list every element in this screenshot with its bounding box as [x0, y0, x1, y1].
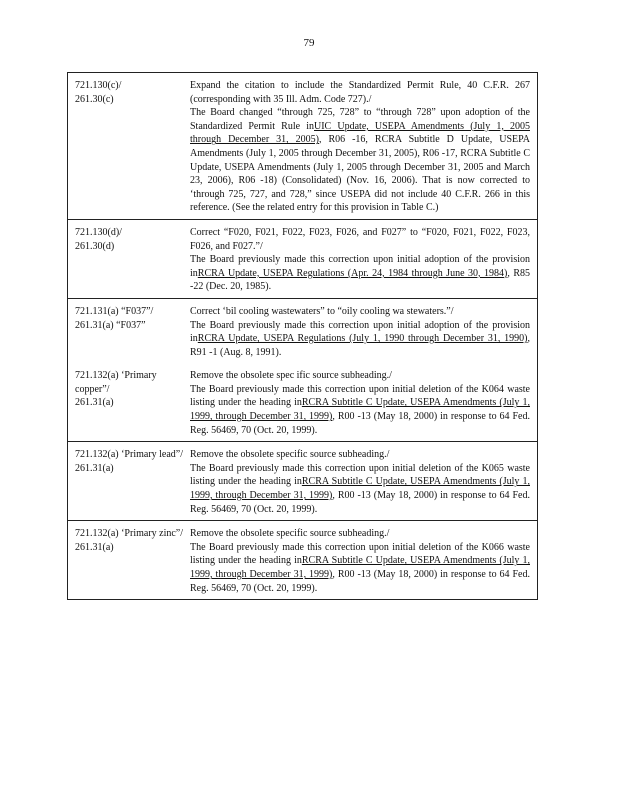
correction-text: The Board changed “through 725, 728” to “through 728” upon adoption of the Standardized Permit Rule in [190, 107, 530, 132]
correction-text: The Board previously made this correction upon initial deletion of the K065 waste listing under the heading in [190, 462, 530, 488]
correction-text: , R06 -18) (Consolidated) (Nov. 16, 2006). That is now corrected to ‘through 725, 727, and 728,” since USEPA did not include 40 C.F.R. 266 in this reference. (See the related entry for this provision in Table C.) [190, 175, 530, 214]
correction-description [185, 363, 537, 441]
correction-text: , R91 -1 (Aug. 8, 1991). [190, 333, 530, 358]
section-reference [68, 299, 185, 363]
correction-text: , R00 -13 (May 18, 2000) in response to 64 Fed. Reg. 56469, 70 (Oct. 20, 1999). [190, 490, 530, 515]
correction-lead: Correct “F020, F021, F022, F023, F026, and F027” to “F020, F021, F022, F023, F026, and F027.”/ [190, 226, 530, 252]
correction-description [185, 220, 537, 298]
page-number: 79 [303, 37, 315, 49]
citation-link: RCRA Subtitle C Update, USEPA Amendments (July 1, 1999, through December 31, 1999) [190, 555, 530, 580]
correction-description [185, 73, 537, 219]
correction-text: , R85 -22 (Dec. 20, 1985). [190, 267, 531, 293]
table-row [68, 298, 537, 441]
correction-description [185, 299, 537, 363]
correction-lead: Correct ‘bil cooling wastewaters” to “oily cooling wa stewaters.”/ [190, 305, 454, 317]
table-subrow [68, 363, 537, 441]
ref-line: 721.130(d)/ [75, 226, 122, 238]
ref-line: 721.130(c)/ [75, 80, 122, 91]
section-reference [68, 521, 185, 599]
citation-link: RCRA Update, USEPA Regulations (Apr. 24, 1984 through June 30, 1984) [197, 267, 508, 279]
correction-text: The Board previously made this correction upon initial adoption of the provision in [190, 319, 530, 345]
citation-link: RCRA Subtitle C Update, USEPA Amendments (July 1, 1999, through December 31, 1999) [190, 476, 530, 502]
section-reference [68, 73, 185, 219]
table-row [68, 73, 537, 219]
citation-link: RCRA Subtitle C Update, USEPA Amendments (July 1, 1999, through December 31, 1999) [190, 397, 530, 423]
citation-link: UIC Update, USEPA Amendments (July 1, 2005 through December 31, 2005) [190, 120, 530, 146]
table-row [68, 441, 537, 520]
correction-description [185, 521, 537, 599]
ref-line: 721.132(a) ‘Primary lead”/ [75, 449, 184, 461]
ref-line: 261.31(a) [75, 397, 114, 409]
corrections-table [67, 72, 538, 600]
correction-text: , R00 -13 (May 18, 2000) in response to 64 Fed. Reg. 56469, 70 (Oct. 20, 1999). [190, 569, 530, 594]
ref-line: 261.31(a) [75, 462, 114, 474]
ref-line: 261.31(a) “F037” [75, 319, 146, 331]
table-row [68, 520, 537, 599]
section-reference [68, 220, 185, 298]
correction-lead: Remove the obsolete specific source subheading./ [190, 528, 390, 540]
correction-description [185, 442, 537, 520]
ref-line: 721.132(a) ‘Primary copper”/ [75, 370, 157, 395]
correction-text: , R06 -16, RCRA Subtitle D Update, USEPA Amendments (July 1, 2005 through December 31, 2005), R06 -17, RCRA Subtitle C Update, USEPA Amendments (July 1, 2005 through December 31, 2005 and March 23, 2006) [190, 134, 530, 187]
citation-link: RCRA Update, USEPA Regulations (July 1, 1990 through December 31, 1990) [197, 333, 528, 345]
ref-line: 721.132(a) ‘Primary zinc”/ [75, 528, 184, 540]
correction-lead: Remove the obsolete spec ific source subheading./ [190, 370, 392, 382]
correction-text: The Board previously made this correction upon initial adoption of the provision in [190, 254, 530, 279]
correction-lead: Expand the citation to include the Standardized Permit Rule, 40 C.F.R. 267 (corresponding with 35 Ill. Adm. Code 727)./ [190, 80, 530, 105]
ref-line: 721.131(a) “F037”/ [75, 305, 154, 317]
section-reference [68, 363, 185, 441]
table-subrow [68, 299, 537, 363]
correction-text: The Board previously made this correction upon initial deletion of the K066 waste listing under the heading in [190, 541, 530, 567]
section-reference [68, 442, 185, 520]
ref-line: 261.31(a) [75, 541, 114, 553]
table-row [68, 219, 537, 298]
correction-text: The Board previously made this correction upon initial deletion of the K064 waste listing under the heading in [190, 383, 530, 409]
correction-lead: Remove the obsolete specific source subheading./ [190, 449, 390, 461]
correction-text: , R00 -13 (May 18, 2000) in response to 64 Fed. Reg. 56469, 70 (Oct. 20, 1999). [190, 411, 530, 436]
ref-line: 261.30(c) [75, 93, 114, 105]
ref-line: 261.30(d) [75, 240, 115, 252]
